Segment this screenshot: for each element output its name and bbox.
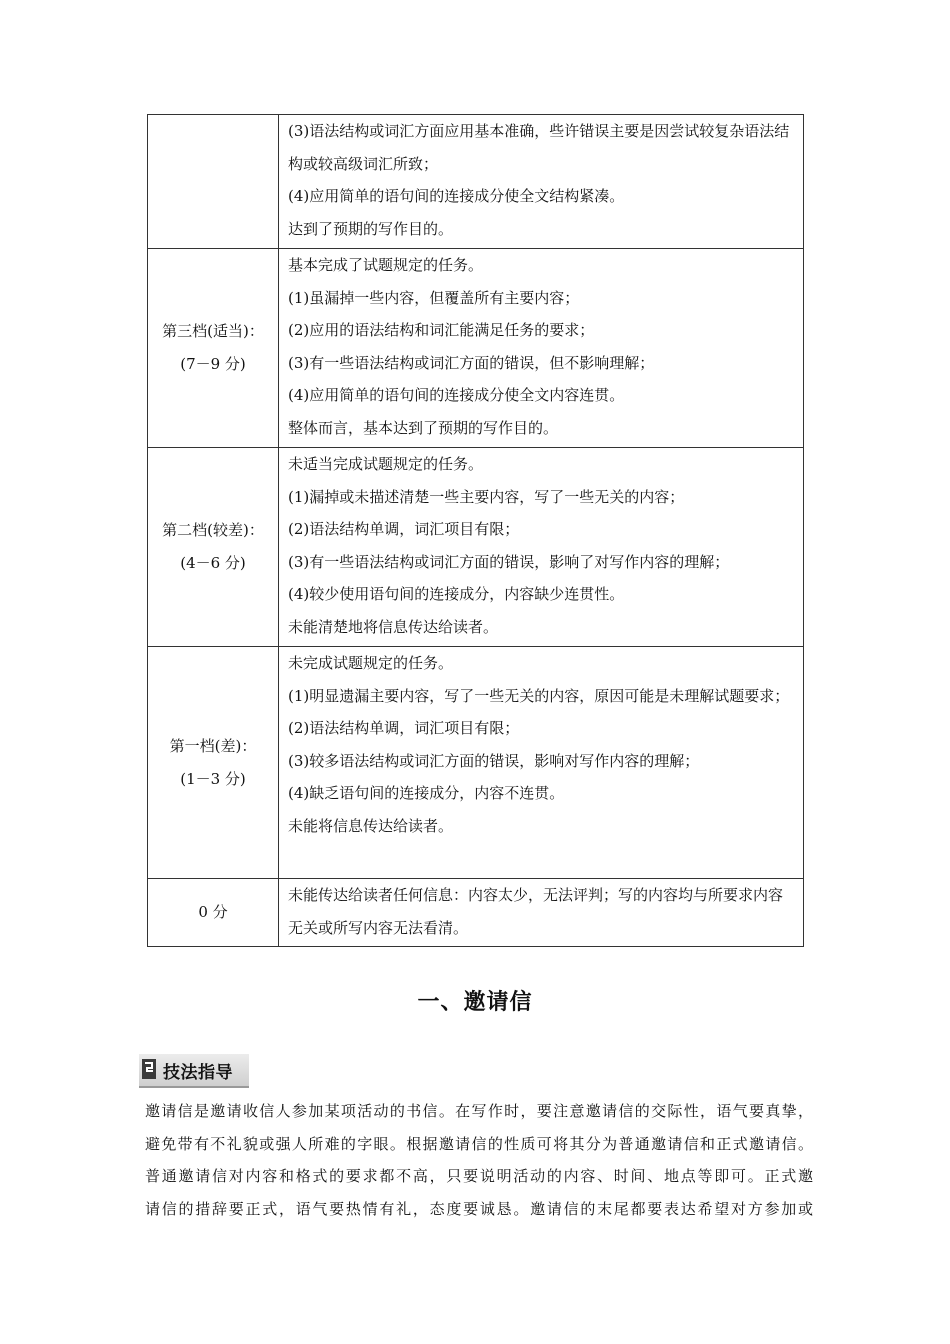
rubric-row-level-1 [148,647,804,879]
rubric-line: (1)明显遗漏主要内容，写了一些无关的内容，原因可能是未理解试题要求； [288,686,790,705]
rubric-line: 未能将信息传达给读者。 [288,816,454,835]
rubric-level-cell [148,448,279,647]
rubric-level: 第一档(差)： [169,736,257,755]
rubric-line: (2)语法结构单调，词汇项目有限； [288,719,520,738]
badge-marker-icon [142,1059,156,1079]
rubric-line: (3)语法结构或词汇方面应用基本准确，些许错误主要是因尝试较复杂语法结构或较高级词汇所致； [288,122,790,173]
paragraph-line: 邀请信是邀请收信人参加某项活动的书信。在写作时，要注意邀请信的交际性，语气要真挚， [145,1102,813,1120]
rubric-level: 0 分 [198,903,228,922]
paragraph-line: 请信的措辞要正式，语气要热情有礼，态度要诚恳。邀请信的末尾都要表达希望对方参加或 [145,1199,813,1218]
rubric-line: (3)有一些语法结构或词汇方面的错误，影响了对写作内容的理解； [288,552,730,571]
rubric-line: (4)缺乏语句间的连接成分，内容不连贯。 [288,784,565,803]
rubric-level-cell [148,115,279,249]
rubric-line: 未完成试题规定的任务。 [288,654,454,672]
rubric-desc-cell [279,647,804,879]
rubric-line: 整体而言，基本达到了预期的写作目的。 [288,418,559,437]
rubric-line: (3)较多语法结构或词汇方面的错误，影响对写作内容的理解； [288,751,700,770]
scoring-rubric-table [147,114,804,947]
rubric-line: (3)有一些语法结构或词汇方面的错误，但不影响理解； [288,353,655,372]
rubric-line: (2)语法结构单调，词汇项目有限； [288,520,520,539]
rubric-desc-cell [279,448,804,647]
paragraph-line: 普通邀请信对内容和格式的要求都不高，只要说明活动的内容、时间、地点等即可。正式邀 [145,1167,813,1185]
rubric-line: 未适当完成试题规定的任务。 [288,455,484,473]
section-title: 一、邀请信 [417,990,533,1015]
rubric-line: (4)应用简单的语句间的连接成分使全文内容连贯。 [288,386,625,405]
rubric-line: 基本完成了试题规定的任务。 [288,256,484,274]
badge-label: 技法指导 [163,1063,233,1083]
rubric-row-level-3 [148,249,804,448]
rubric-row-level-2 [148,448,804,647]
rubric-level-cell [148,249,279,448]
rubric-line: 未能传达给读者任何信息：内容太少，无法评判；写的内容均与所要求内容无关或所写内容无法看清。 [288,886,784,937]
rubric-level: 第二档(较差)： [162,521,264,540]
rubric-level-cell [148,879,279,947]
rubric-score-range: (4－6 分) [180,554,246,572]
rubric-score-range: (7－9 分) [180,355,246,373]
rubric-line: (2)应用的语法结构和词汇能满足任务的要求； [288,321,595,340]
paragraph-line: 避免带有不礼貌或强人所难的字眼。根据邀请信的性质可将其分为普通邀请信和正式邀请信。 [145,1134,813,1153]
rubric-desc-cell [279,115,804,249]
rubric-level: 第三档(适当)： [162,322,264,341]
rubric-line: 未能清楚地将信息传达给读者。 [288,617,499,636]
rubric-level-cell [148,647,279,879]
rubric-row-level-0 [148,879,804,947]
rubric-score-range: (1－3 分) [180,769,246,788]
rubric-line: (4)较少使用语句间的连接成分，内容缺少连贯性。 [288,585,625,604]
rubric-line: (4)应用简单的语句间的连接成分使全文结构紧凑。 [288,187,625,206]
rubric-desc-cell [279,879,804,947]
rubric-line: (1)虽漏掉一些内容，但覆盖所有主要内容； [288,288,580,307]
rubric-line: (1)漏掉或未描述清楚一些主要内容，写了一些无关的内容； [288,487,685,506]
rubric-row-continued [148,115,804,249]
body-paragraph [145,1095,813,1225]
rubric-line: 达到了预期的写作目的。 [288,219,454,238]
rubric-desc-cell [279,249,804,448]
technique-guide-badge [139,1054,249,1088]
